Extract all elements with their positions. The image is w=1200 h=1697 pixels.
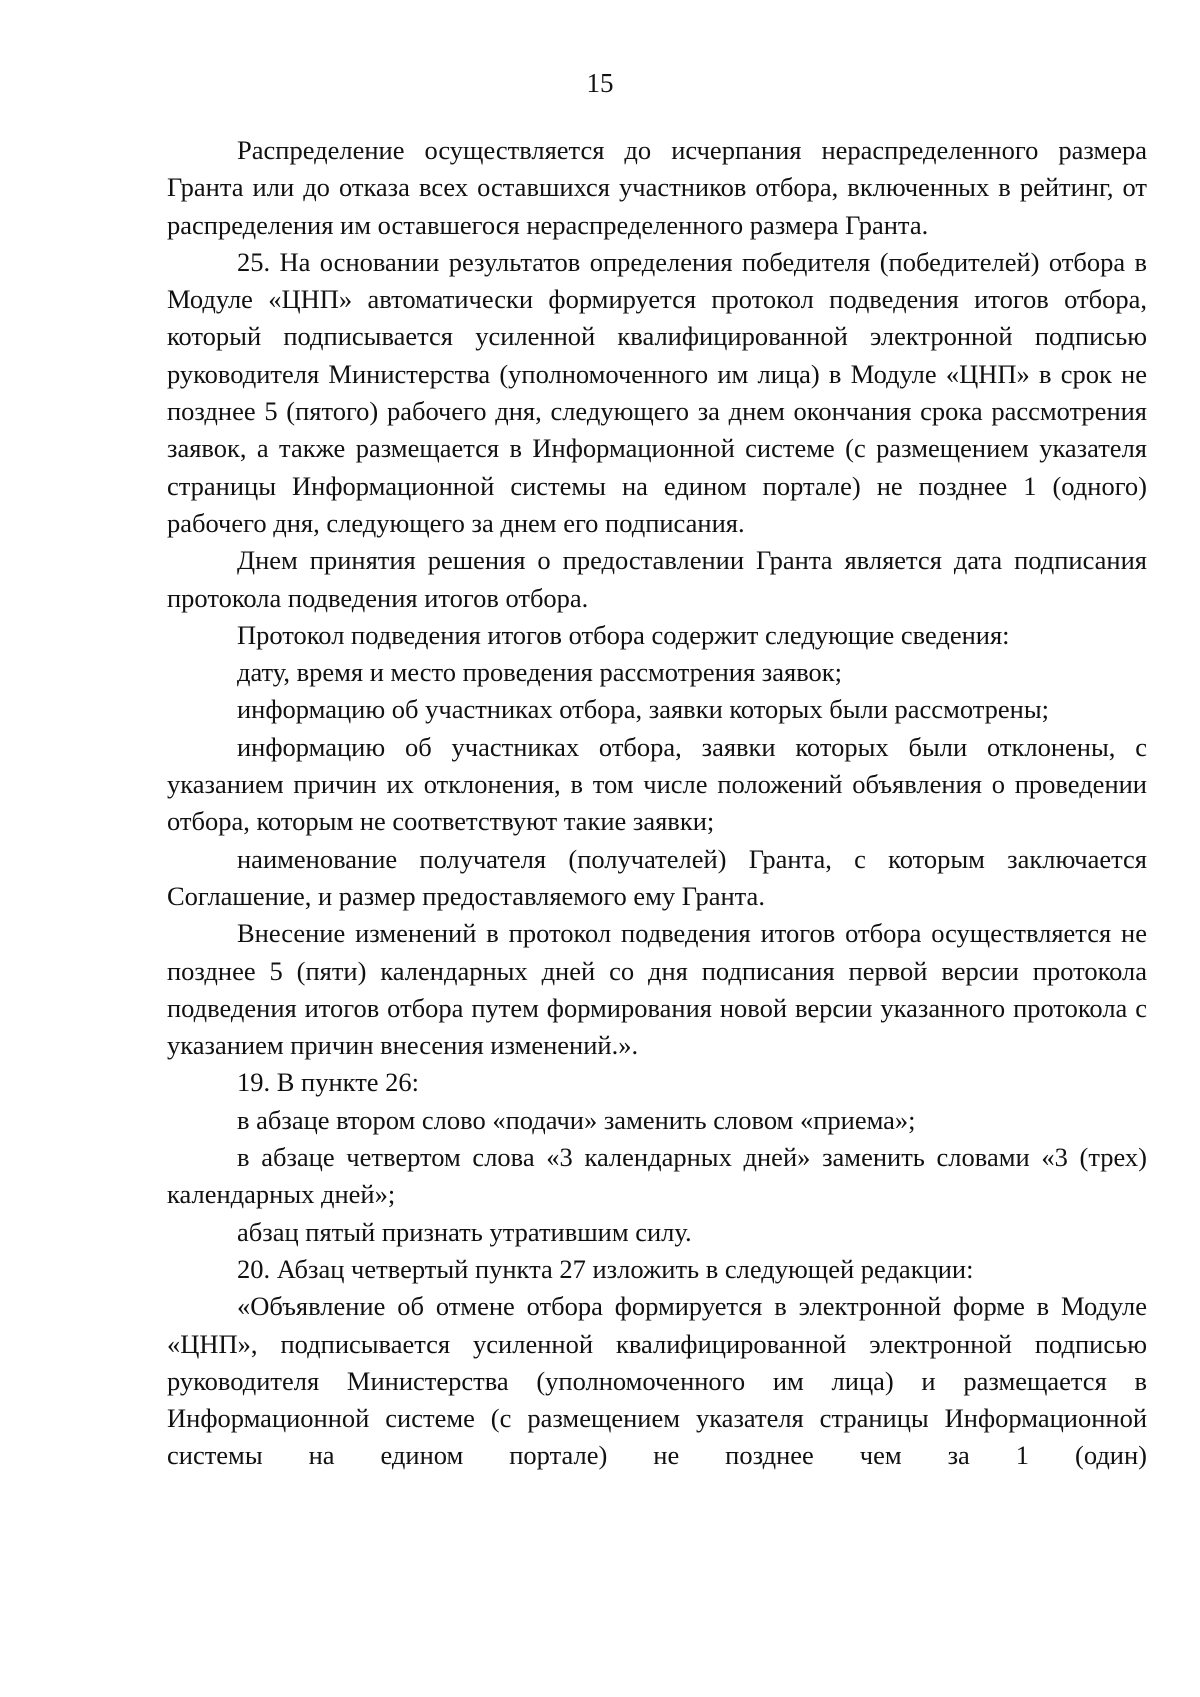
paragraph-list-date-time: дату, время и место проведения рассмотрения заявок;	[237, 657, 843, 688]
paragraph-protocol-changes: Внесение изменений в протокол подведения итогов отбора осуществляется не позднее 5 (пяти) календарных дней со дня подписания первой версии протокола подведения итогов отбора путем формирования новой версии указанного протокола с указанием причин внесения изменений.».	[167, 918, 1147, 1061]
paragraph-item-20: 20. Абзац четвертый пункта 27 изложить в следующей редакции:	[237, 1253, 974, 1284]
document-body	[167, 132, 1147, 1475]
page-number: 15	[586, 68, 614, 98]
paragraph-item-25: 25. На основании результатов определения победителя (победителей) отбора в Модуле «ЦНП» автоматически формируется протокол подведения итогов отбора, который подписывается усиленной квалифицированной электронной подписью руководителя Министерства (уполномоченного им лица) в Модуле «ЦНП» в срок не позднее 5 (пятого) рабочего дня, следующего за днем окончания срока рассмотрения заявок, а также размещается в Информационной системе (с размещением указателя страницы Информационной системы на едином портале) не позднее 1 (одного) рабочего дня, следующего за днем его подписания.	[167, 246, 1147, 538]
paragraph-distribution: Распределение осуществляется до исчерпания нераспределенного размера Гранта или до отказа всех оставшихся участников отбора, включенных в рейтинг, от распределения им оставшегося нераспределенного размера Гранта.	[167, 135, 1147, 240]
paragraph-cancellation-notice: «Объявление об отмене отбора формируется в электронной форме в Модуле «ЦНП», подписывается усиленной квалифицированной электронной подписью руководителя Министерства (уполномоченного им лица) и размещается в Информационной системе (с размещением указателя страницы Информационной системы на едином портале) не позднее чем за 1 (один)	[167, 1291, 1147, 1471]
paragraph-list-rejected: информацию об участниках отбора, заявки которых были отклонены, с указанием причин их отклонения, в том числе положений объявления о проведении отбора, которым не соответствуют такие заявки;	[167, 731, 1147, 837]
paragraph-item-19: 19. В пункте 26:	[237, 1067, 420, 1098]
paragraph-decision-date: Днем принятия решения о предоставлении Гранта является дата подписания протокола подведения итогов отбора.	[167, 545, 1147, 613]
paragraph-list-recipient: наименование получателя (получателей) Гранта, с которым заключается Соглашение, и размер предоставляемого ему Гранта.	[167, 843, 1147, 911]
paragraph-item-19-fourth: в абзаце четвертом слова «3 календарных дней» заменить словами «3 (трех) календарных дней»;	[167, 1142, 1147, 1210]
paragraph-item-19-second: в абзаце втором слово «подачи» заменить словом «приема»;	[237, 1104, 916, 1135]
paragraph-list-reviewed: информацию об участниках отбора, заявки которых были рассмотрены;	[237, 694, 1050, 725]
paragraph-protocol-contents: Протокол подведения итогов отбора содержит следующие сведения:	[237, 619, 1010, 650]
paragraph-item-19-fifth: абзац пятый признать утратившим силу.	[237, 1216, 692, 1247]
